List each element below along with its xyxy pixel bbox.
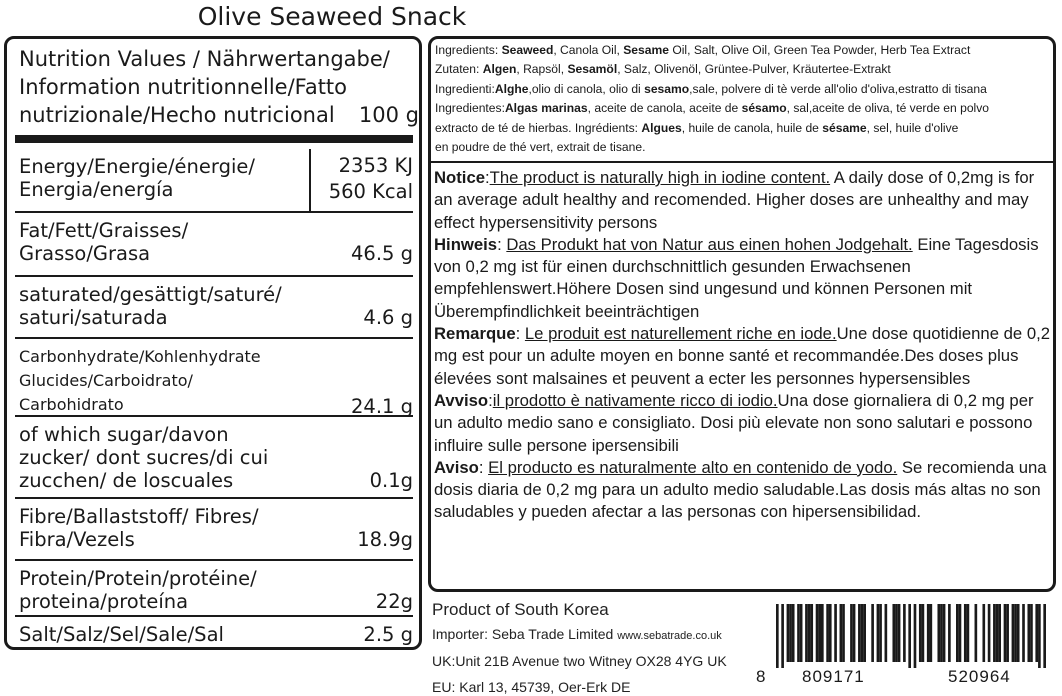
barcode-bar bbox=[871, 604, 874, 662]
barcode-lead-digit: 8 bbox=[756, 667, 767, 686]
barcode-bar bbox=[908, 604, 911, 668]
barcode-bar bbox=[998, 604, 1001, 662]
barcode-bar bbox=[993, 604, 996, 662]
barcode-bar bbox=[988, 604, 991, 662]
eu-address: EU: Karl 13, 45739, Oer-Erk DE bbox=[432, 679, 631, 695]
barcode-bar bbox=[1043, 604, 1046, 668]
barcode-bar bbox=[1022, 604, 1025, 662]
nutrient-value: 46.5 g bbox=[351, 242, 413, 265]
ingredient-line: Zutaten: Algen, Rapsöl, Sesamöl, Salz, Olivenöl, Grüntee-Pulver, Kräutertee-Extrakt bbox=[435, 62, 891, 77]
barcode-bar bbox=[940, 604, 943, 662]
barcode-bar bbox=[1035, 604, 1038, 662]
barcode-bar bbox=[922, 604, 925, 662]
importer-website: www.sebatrade.co.uk bbox=[617, 630, 722, 642]
notice-paragraph: Remarque: Le produit est naturellement riche en iode.Une dose quotidienne de 0,2 mg est pour un adulte moyen en bonne santé et recommandée.Des doses plus élevées sont malsaines et peuvent a ecter les personnes hypersensibles bbox=[434, 324, 1051, 388]
nutrition-header-line: Nutrition Values / Nährwertangabe/ bbox=[19, 47, 390, 71]
barcode-bar bbox=[853, 604, 856, 662]
notice-paragraph: Hinweis: Das Produkt hat von Natur aus einen hohen Jodgehalt. Eine Tagesdosis von 0,2 mg ist für einen durchschnittlich gesunden Erwachsenen empfehlenswert.Höhere Dosen sind ungesund und können Personen mit Überempfindlichkeit beeinträchtigen bbox=[434, 234, 1039, 321]
per-100g: 100 g bbox=[358, 103, 419, 127]
product-origin: Product of South Korea bbox=[432, 600, 609, 619]
barcode-bar bbox=[821, 604, 824, 662]
nutrient-label: Protein/Protein/protéine/ proteina/proteína bbox=[19, 567, 257, 613]
barcode-bar bbox=[781, 604, 784, 668]
barcode-bar bbox=[1030, 604, 1033, 662]
barcode-right-digits: 520964 bbox=[948, 667, 1011, 686]
barcode-bar bbox=[919, 604, 922, 662]
barcode-bar bbox=[840, 604, 843, 662]
barcode-bar bbox=[816, 604, 819, 662]
barcode-bar bbox=[956, 604, 959, 662]
barcode-bar bbox=[982, 604, 985, 662]
nutrient-row bbox=[15, 615, 413, 651]
barcode-bar bbox=[1012, 604, 1015, 662]
notice-paragraph: Notice:The product is naturally high in iodine content. A daily dose of 0,2mg is for an average adult healthy and recomended. Higher doses are unhealthy and may effect hypersensitivity persons bbox=[434, 168, 1035, 232]
barcode-bar bbox=[975, 604, 978, 662]
ingredients-list bbox=[435, 41, 1055, 157]
nutrient-value: 2.5 g bbox=[363, 623, 413, 646]
barcode-bar bbox=[996, 604, 999, 662]
barcode-bar bbox=[842, 604, 845, 662]
iodine-notices bbox=[434, 167, 1056, 524]
ingredient-line: Ingredienti:Alghe,olio di canola, olio di sesamo,sale, polvere di tè verde all'olio d'oliva,estratto di tisana bbox=[435, 81, 987, 96]
nutrient-row bbox=[15, 497, 413, 561]
ingredients-divider bbox=[431, 161, 1053, 163]
energy-label: Energy/Energie/énergie/ Energia/energía bbox=[19, 155, 255, 201]
barcode-bar bbox=[948, 604, 951, 662]
ingredients-panel bbox=[428, 36, 1056, 592]
barcode-bar bbox=[826, 604, 829, 662]
product-title: Olive Seaweed Snack bbox=[197, 2, 467, 31]
barcode-bar bbox=[789, 604, 792, 662]
barcode-bar bbox=[895, 604, 898, 662]
barcode-bar bbox=[930, 604, 933, 662]
nutrient-value: 22g bbox=[375, 590, 413, 613]
nutrient-label: saturated/gesättigt/saturé/ saturi/saturada bbox=[19, 283, 282, 329]
nutrient-row bbox=[15, 275, 413, 339]
barcode-bar bbox=[967, 604, 970, 662]
barcode-bar bbox=[800, 604, 803, 662]
nutrition-header-line: Information nutritionnelle/Fatto bbox=[19, 75, 348, 99]
barcode-bar bbox=[959, 604, 962, 662]
uk-address: UK:Unit 21B Avenue two Witney OX28 4YG UK bbox=[432, 653, 727, 669]
nutrient-row bbox=[15, 559, 413, 617]
barcode-bar bbox=[1038, 604, 1041, 668]
nutrient-label: Fibre/Ballaststoff/ Fibres/ Fibra/Vezels bbox=[19, 505, 259, 551]
nutrient-label: of which sugar/davon zucker/ dont sucres/di cui zucchen/ de loscuales bbox=[19, 423, 269, 492]
barcode-bar bbox=[914, 604, 917, 668]
barcode-bar bbox=[863, 604, 866, 662]
nutrient-label: Carbonhydrate/Kohlenhydrate Glucides/Carboidrato/ Carbohidrato bbox=[19, 347, 261, 414]
barcode-bar bbox=[877, 604, 880, 662]
nutrient-row bbox=[15, 337, 413, 417]
energy-kcal: 560 Kcal bbox=[328, 180, 413, 203]
ingredient-line: extracto de té de hierbas. Ingrédients: Algues, huile de canola, huile de sésame, sel, huile d'olive bbox=[435, 120, 959, 135]
notice-paragraph: Aviso: El producto es naturalmente alto en contenido de yodo. Se recomienda una dosis diaria de 0,2 mg para un adulto medio saludable.Las dosis más altas no son saludables y pueden afectar a las personas con hipersensibilidad. bbox=[434, 457, 1047, 522]
barcode-bar bbox=[810, 604, 813, 662]
barcode-bar bbox=[829, 604, 832, 662]
energy-kj: 2353 KJ bbox=[338, 154, 413, 177]
barcode-bar bbox=[885, 604, 888, 662]
barcode-bar bbox=[927, 604, 930, 662]
barcode-left-digits: 809171 bbox=[802, 667, 865, 686]
ingredient-line: Ingredientes:Algas marinas, aceite de canola, aceite de sésamo, sal,aceite de oliva, té verde en polvo bbox=[435, 101, 989, 116]
nutrient-row bbox=[15, 211, 413, 277]
barcode-bar bbox=[818, 604, 821, 662]
barcode-bar bbox=[797, 604, 800, 662]
barcode-bar bbox=[808, 604, 811, 662]
energy-row bbox=[15, 149, 413, 211]
nutrient-value: 24.1 g bbox=[351, 395, 413, 418]
nutrient-value: 0.1g bbox=[369, 469, 413, 492]
barcode-bar bbox=[787, 604, 790, 662]
barcode-bar bbox=[1004, 604, 1007, 662]
barcode-bar bbox=[850, 604, 853, 662]
nutrient-label: Salt/Salz/Sel/Sale/Sal bbox=[19, 623, 224, 646]
barcode-bar bbox=[1014, 604, 1017, 662]
ingredient-line: en poudre de thé vert, extrait de tisane. bbox=[435, 140, 646, 155]
barcode-bar bbox=[1006, 604, 1009, 662]
barcode-bar bbox=[1017, 604, 1020, 662]
nutrient-row bbox=[15, 415, 413, 499]
nutrition-header-line: nutrizionale/Hecho nutricional bbox=[19, 103, 335, 127]
barcode-bar bbox=[892, 604, 895, 662]
barcode-bar bbox=[964, 604, 967, 662]
notice-paragraph: Avviso:il prodotto è nativamente ricco di iodio.Una dose giornaliera di 0,2 mg per un adulto medio sano e consigliato. Dosi più elevate non sono salutari e possono influire sulle persone ipersensibili bbox=[434, 390, 1034, 455]
header-divider bbox=[15, 135, 413, 143]
nutrient-label: Fat/Fett/Graisses/ Grasso/Grasa bbox=[19, 219, 189, 265]
barcode-bar bbox=[776, 604, 779, 668]
nutrition-header bbox=[19, 45, 419, 129]
ingredient-line: Ingredients: Seaweed, Canola Oil, Sesame Oil, Salt, Olive Oil, Green Tea Powder, Herb Tea Extract bbox=[435, 43, 971, 57]
energy-values bbox=[309, 149, 413, 211]
barcode-bar bbox=[1027, 604, 1030, 662]
barcode-bar bbox=[858, 604, 861, 662]
barcode-bar bbox=[834, 604, 837, 662]
barcode-bar bbox=[937, 604, 940, 662]
barcode-bar bbox=[792, 604, 795, 662]
nutrient-value: 18.9g bbox=[357, 528, 413, 551]
barcode-bar bbox=[861, 604, 864, 662]
barcode-bar bbox=[898, 604, 901, 662]
barcode-image bbox=[776, 604, 1046, 668]
barcode-bar bbox=[879, 604, 882, 662]
nutrient-value: 4.6 g bbox=[363, 306, 413, 329]
barcode-bar bbox=[903, 604, 906, 662]
importer-line: Importer: Seba Trade Limited www.sebatrade.co.uk bbox=[432, 626, 722, 642]
barcode-bar bbox=[805, 604, 808, 662]
nutrition-panel bbox=[4, 36, 422, 650]
barcode-bar bbox=[943, 604, 946, 662]
